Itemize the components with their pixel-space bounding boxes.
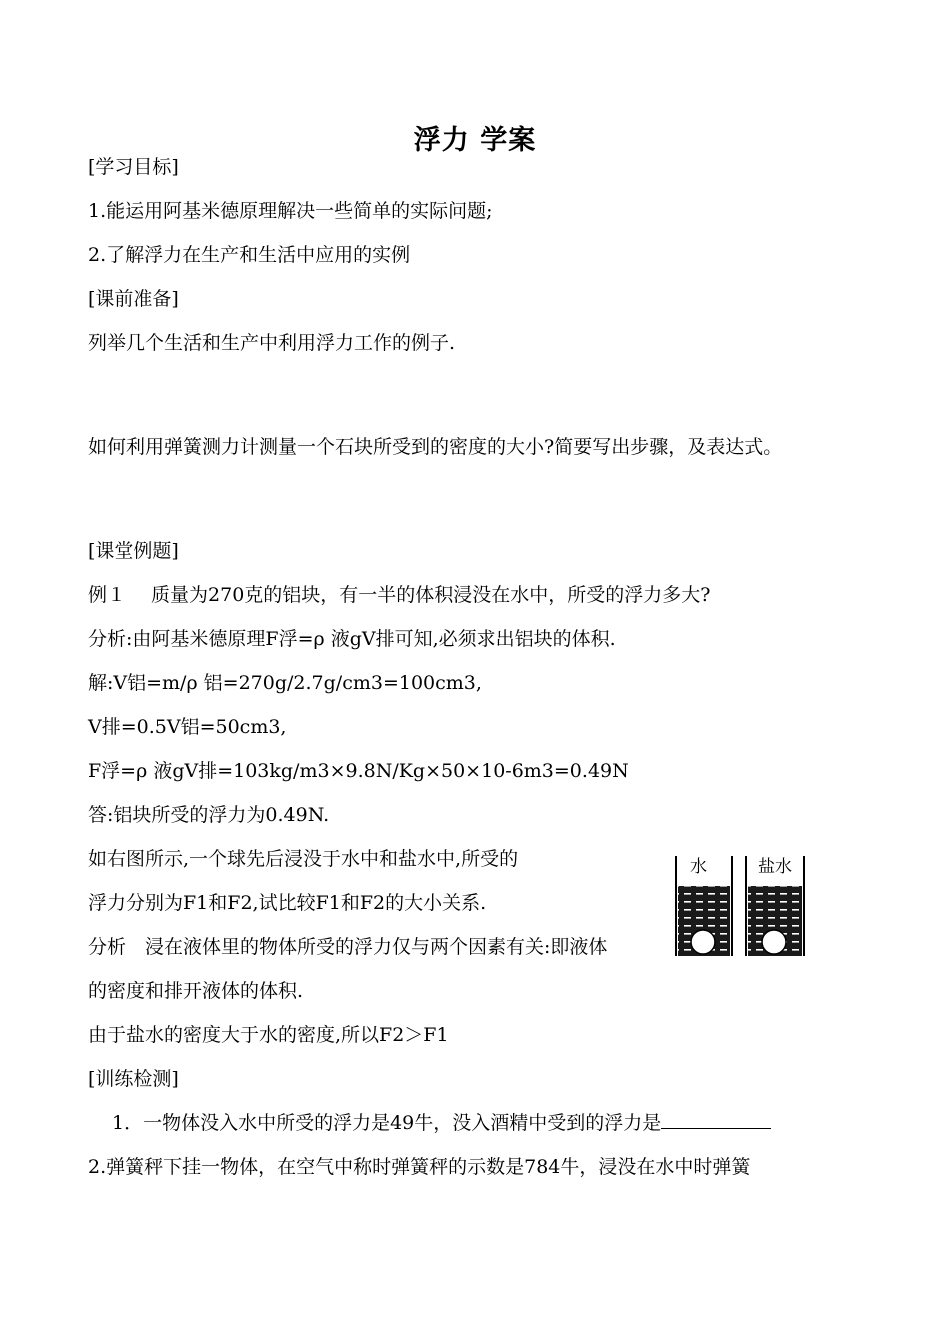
ball-in-water (691, 930, 715, 954)
answer-blank[interactable] (661, 1110, 771, 1129)
section-heading-practice: [训练检测] (88, 1068, 179, 1090)
practice-question-1-text: 1．一物体没入水中所受的浮力是49牛，没入酒精中受到的浮力是 (112, 1112, 662, 1134)
example-1-solution-1: 解:V铝=m/ρ 铝=270g/2.7g/cm3=100cm3, (88, 672, 482, 694)
objective-1: 1.能运用阿基米德原理解决一些简单的实际问题; (88, 200, 493, 222)
preparation-question-2: 如何利用弹簧测力计测量一个石块所受到的密度的大小?简要写出步骤，及表达式。 (88, 436, 783, 458)
example-1-solution-3: F浮=ρ 液gV排=103kg/m3×9.8N/Kg×50×10-6m3=0.49N (88, 760, 629, 782)
section-heading-objectives: [学习目标] (88, 156, 179, 178)
beakers-figure (670, 850, 810, 960)
preparation-question-1: 列举几个生活和生产中利用浮力工作的例子. (88, 332, 456, 354)
example-1-answer: 答:铝块所受的浮力为0.49N. (88, 804, 330, 826)
example-2-analysis-1: 分析 浸在液体里的物体所受的浮力仅与两个因素有关:即液体 (88, 936, 608, 958)
ball-in-saltwater (762, 930, 786, 954)
example-1-analysis: 分析:由阿基米德原理F浮=ρ 液gV排可知,必须求出铝块的体积. (88, 628, 616, 650)
practice-question-1 (112, 1110, 771, 1136)
example-2-conclusion: 由于盐水的密度大于水的密度,所以F2＞F1 (88, 1024, 449, 1046)
section-heading-examples: [课堂例题] (88, 540, 179, 562)
example-2-question-2: 浮力分别为F1和F2,试比较F1和F2的大小关系. (88, 892, 487, 914)
example-2-analysis-2: 的密度和排开液体的体积. (88, 980, 304, 1002)
example-1-question: 例１ 质量为270克的铝块，有一半的体积浸没在水中，所受的浮力多大? (88, 584, 711, 606)
label-saltwater: 盐水 (758, 857, 792, 877)
label-water: 水 (690, 857, 707, 877)
practice-question-2: 2.弹簧秤下挂一物体，在空气中称时弹簧秤的示数是784牛，浸没在水中时弹簧 (88, 1156, 751, 1178)
objective-2: 2.了解浮力在生产和生活中应用的实例 (88, 244, 411, 266)
section-heading-preparation: [课前准备] (88, 288, 179, 310)
example-1-solution-2: V排=0.5V铝=50cm3, (88, 716, 287, 738)
example-2-question-1: 如右图所示,一个球先后浸没于水中和盐水中,所受的 (88, 848, 519, 870)
page-title: 浮力 学案 (413, 125, 537, 156)
